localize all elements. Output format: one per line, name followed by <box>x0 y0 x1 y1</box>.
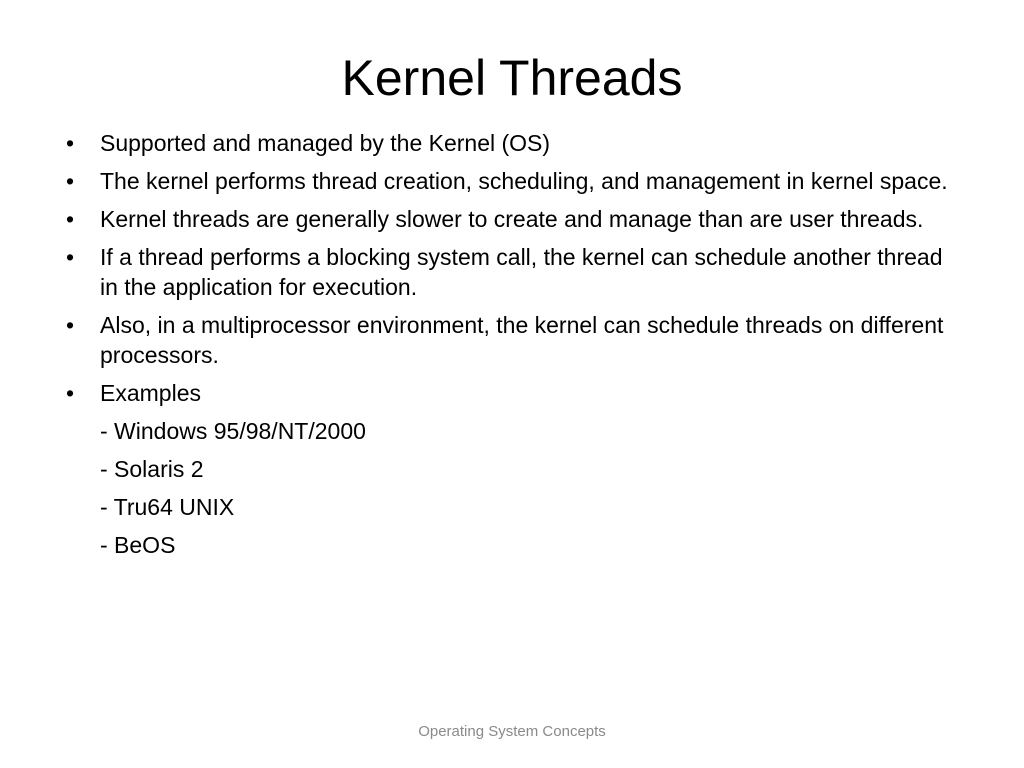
bullet-item-examples <box>60 378 960 560</box>
bullet-text: Supported and managed by the Kernel (OS) <box>100 130 551 156</box>
bullet-dot: • <box>65 380 75 406</box>
bullet-item <box>60 310 960 370</box>
bullet-text: Kernel threads are generally slower to create and manage than are user threads. <box>100 206 924 232</box>
bullet-dot: • <box>65 130 75 156</box>
slide-footer: Operating System Concepts <box>418 723 606 740</box>
bullet-dot: • <box>65 312 75 338</box>
examples-list <box>100 416 960 560</box>
bullet-dot: • <box>65 168 75 194</box>
bullet-item <box>60 242 960 302</box>
bullet-item <box>60 166 960 196</box>
bullet-text: The kernel performs thread creation, scheduling, and management in kernel space. <box>100 168 948 194</box>
bullet-item <box>60 204 960 234</box>
example-item: - Tru64 UNIX <box>100 494 235 520</box>
slide-title: Kernel Threads <box>341 50 683 106</box>
example-item: - Solaris 2 <box>100 456 204 482</box>
bullet-dot: • <box>65 244 75 270</box>
example-item: - Windows 95/98/NT/2000 <box>100 418 366 444</box>
bullet-dot: • <box>65 206 75 232</box>
bullet-text: If a thread performs a blocking system call, the kernel can schedule another thread in the application for execution. <box>100 244 943 300</box>
bullet-item <box>60 128 960 158</box>
bullet-list <box>60 128 960 568</box>
bullet-text: Examples <box>100 380 201 406</box>
example-item: - BeOS <box>100 532 176 558</box>
bullet-text: Also, in a multiprocessor environment, the kernel can schedule threads on different processors. <box>100 312 944 368</box>
